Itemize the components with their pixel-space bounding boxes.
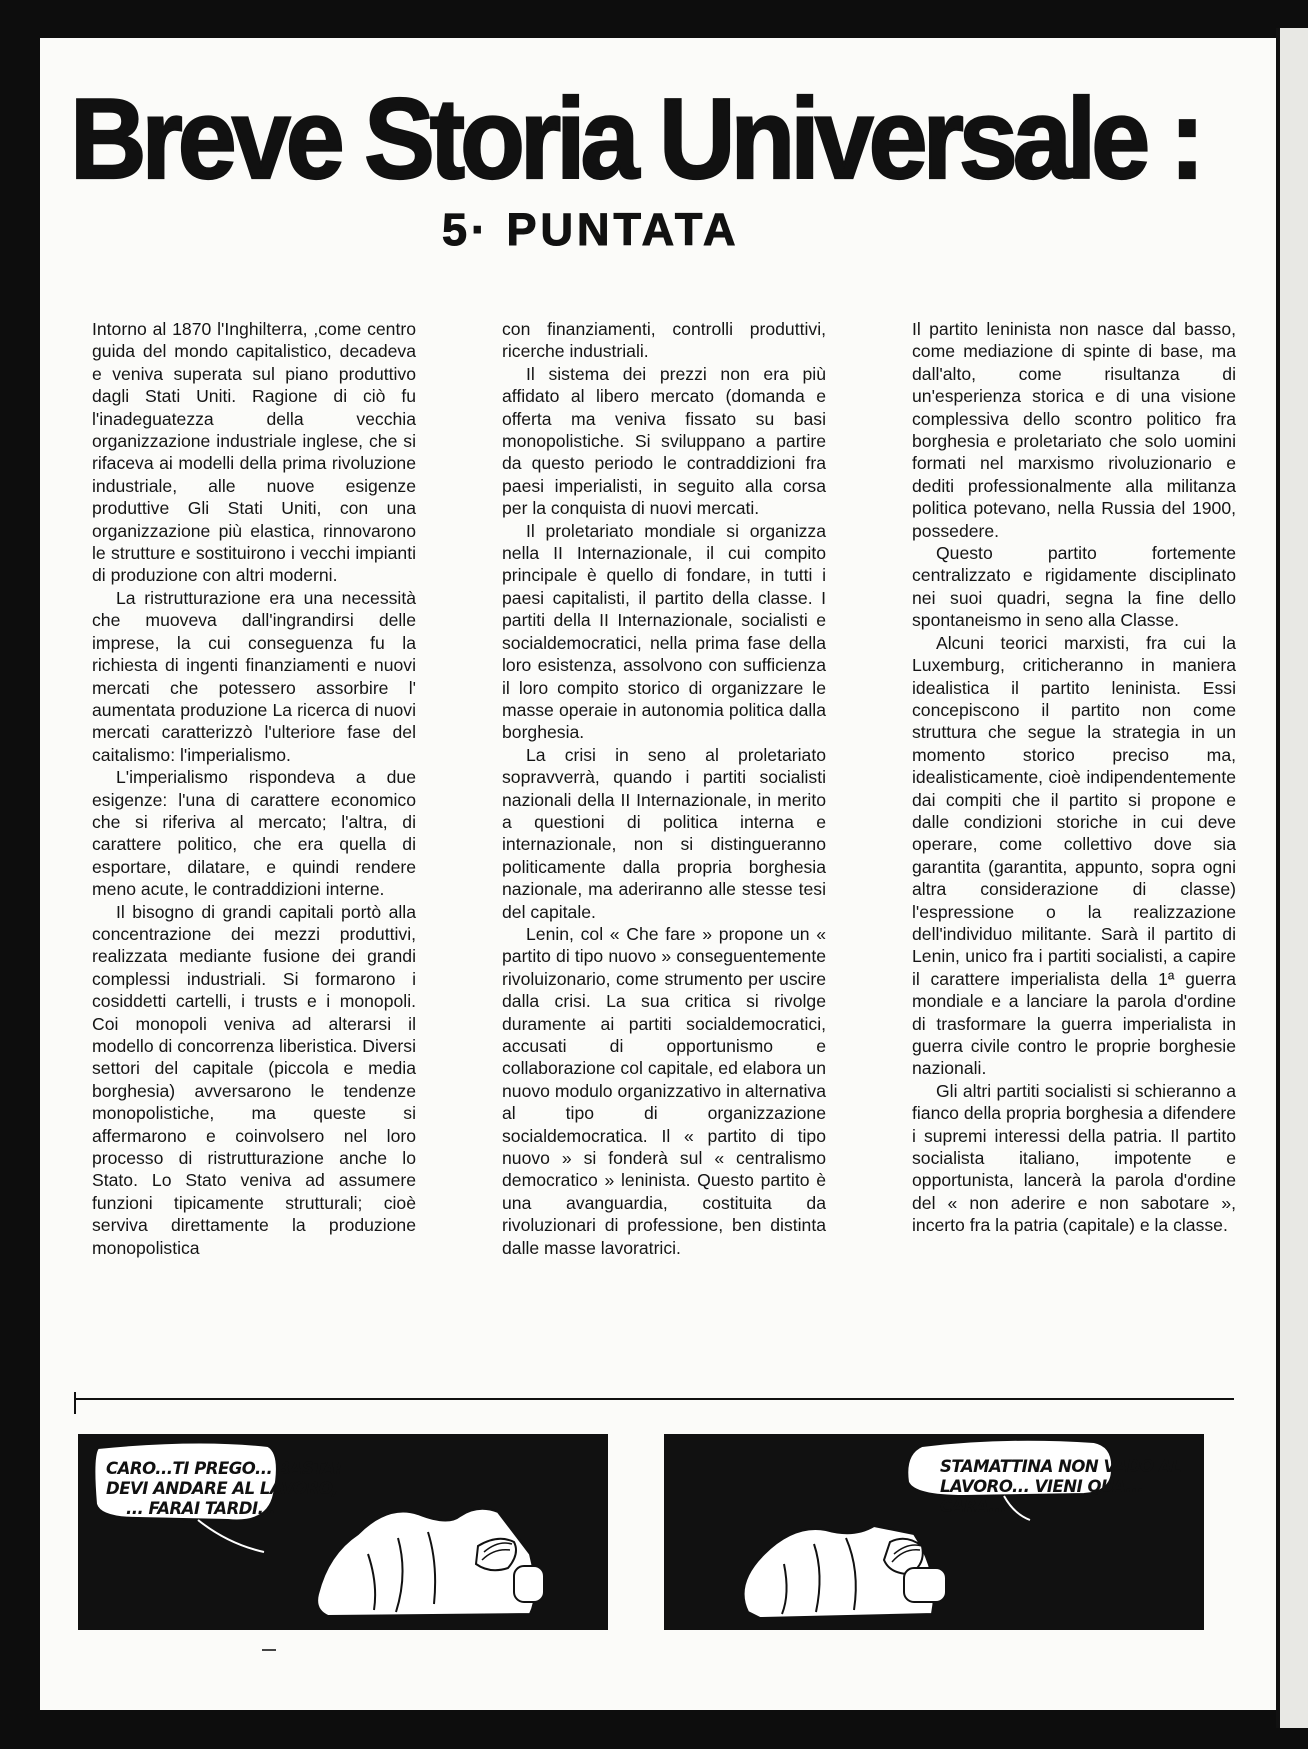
article-column-2 [502, 318, 826, 1259]
article-column-1 [92, 318, 416, 1259]
paragraph: Il bisogno di grandi capitali portò alla concentrazione dei mezzi produttivi, realizzata mediante fusione dei grandi complessi industriali. Si formarono i cosiddetti cartelli, i trusts e i monopoli. Coi monopoli veniva ad alterarsi il modello di concorrenza liberistica. Diversi settori del capitale (piccola e media borghesia) avversarono le tendenze monopolistiche, ma queste si affermarono e coinvolsero nel loro processo di ristrutturazione anche lo Stato. Lo Stato veniva ad assumere funzioni tipicamente strutturali; cioè serviva direttamente la produzione monopolistica [92, 901, 416, 1258]
pillow [514, 1566, 544, 1602]
dialogue-line: STAMATTINA NON VADO AL [940, 1457, 1182, 1476]
page-subtitle: 5· PUNTATA [442, 204, 740, 255]
paragraph: Alcuni teorici marxisti, fra cui la Luxemburg, criticheranno in maniera idealistica il partito leninista. Essi concepiscono il partito non come struttura che segue la strategia in un momento storico preciso ma, idealisticamente, cioè indipendentemente dai compiti che il partito si propone e dalle condizioni storiche in cui deve operare, come collettivo dove sia garantita (garantita, appunto, sopra ogni altra considerazione di classe) l'espressione o la realizzazione dell'individuo militante. Sarà il partito di Lenin, unico fra i partiti socialisti, a capire il carattere imperialista della 1ª guerra mondiale e a lanciare la parola d'ordine di trasformare la guerra imperialista in guerra civile contro le proprie borghesie nazionali. [912, 632, 1236, 1079]
dialogue-line: ... FARAI TARDI... [126, 1499, 275, 1518]
comic-dialogue-left [106, 1459, 366, 1519]
article-body [92, 318, 1236, 1378]
adjacent-page-edge [1276, 28, 1308, 1728]
paragraph: La ristrutturazione era una necessità che muoveva dall'ingrandirsi delle imprese, la cui conseguenza fu la richiesta di ingenti finanziamenti e nuovi mercati che potessero assorbire l' aumentata produzione La ricerca di nuovi mercati caratterizzò l'ulteriore fase del caitalismo: l'imperialismo. [92, 587, 416, 765]
paragraph: con finanziamenti, controlli produttivi, ricerche industriali. [502, 319, 826, 362]
bubble-tail [198, 1520, 264, 1552]
page-title: Breve Storia Universale : [70, 75, 1200, 203]
paragraph: Intorno al 1870 l'Inghilterra, ,come centro guida del mondo capitalistico, decadeva e veniva superata sul piano produttivo dagli Stati Uniti. Ragione di ciò fu l'inadeguatezza della vecchia organizzazione industriale inglese, che si rifaceva ai modelli della prima rivoluzione industriale, alle nuove esigenze produttive Gli Stati Uniti, con una organizzazione più elastica, rinnovarono le strutture e sostituirono i vecchi impianti di produzione con altri moderni. [92, 319, 416, 586]
paragraph: Il proletariato mondiale si organizza nella II Internazionale, il cui compito principale è quello di fondare, in tutti i paesi capitalisti, il partito della classe. I partiti della II Internazionale, socialisti e socialdemocratici, nella prima fase della loro esistenza, assolvono con sufficienza il loro compito storico di organizzare le masse operaie in autonomia politica dalla borghesia. [502, 520, 826, 743]
paragraph: La crisi in seno al proletariato sopravverrà, quando i partiti socialisti nazionali della II Internazionale, in merito a questioni di politica interna e internazionale, non si distingueranno politicamente dalla propria borghesia nazionale, ma aderiranno alle stesse tesi del capitale. [502, 744, 826, 922]
paragraph: Lenin, col « Che fare » propone un « partito di tipo nuovo » conseguentemente rivoluizonario, come strumento per uscire dalla crisi. La sua critica si rivolge duramente ai partiti socialdemocratici, accusati di opportunismo e collaborazione col capitale, ed elabora un nuovo modulo organizzativo in alternativa al tipo di organizzazione socialdemocratica. Il « partito di tipo nuovo » si fonderà sul « centralismo democratico » leninista. Questo partito è una avanguardia, costituita da rivoluzionari di professione, ben distinta dalle masse lavoratrici. [502, 923, 826, 1258]
comic-dialogue-right [940, 1457, 1190, 1517]
print-mark [262, 1649, 276, 1651]
article-column-3 [912, 318, 1236, 1237]
dialogue-line: CARO...TI PREGO... BASTA! [106, 1459, 343, 1478]
paragraph: Il sistema dei prezzi non era più affidato al libero mercato (domanda e offerta ma veniva fissato su basi monopolistiche. Si sviluppano a partire da questo periodo le contraddizioni fra paesi imperialisti, in seguito alla corsa per la conquista di nuovi mercati. [502, 363, 826, 519]
paragraph: Questo partito fortemente centralizzato e rigidamente disciplinato nei suoi quadri, segna la fine dello spontaneismo in seno alla Classe. [912, 543, 1236, 631]
paragraph: L'imperialismo rispondeva a due esigenze: l'una di carattere economico che si riferiva al mercato; l'altra, di carattere politico, che era quella di esportare, dilatare, e quindi rendere meno acute, le contraddizioni interne. [92, 767, 416, 900]
paragraph: Gli altri partiti socialisti si schieranno a fianco della propria borghesia a difendere i supremi interessi della patria. Il partito socialista italiano, impotente e opportunista, lancerà la parola d'ordine del « non aderire e non sabotare », incerto fra la patria (capitale) e la classe. [912, 1080, 1236, 1236]
divider-tick [74, 1392, 76, 1414]
pillow [904, 1568, 946, 1602]
dialogue-line: LAVORO... VIENI QUA... CARA... [940, 1477, 1144, 1516]
dialogue-line: DEVI ANDARE AL LAVORO, [106, 1479, 338, 1498]
section-divider [74, 1398, 1234, 1400]
paragraph: Il partito leninista non nasce dal basso, come mediazione di spinte di base, ma dall'alto, come risultanza di un'esperienza storica e di una visione complessiva dello scontro politico fra borghesia e proletariato che solo uomini formati nel marxismo rivoluzionario e dediti professionalmente alla militanza politica potevano, nella Russia del 1900, possedere. [912, 319, 1236, 541]
